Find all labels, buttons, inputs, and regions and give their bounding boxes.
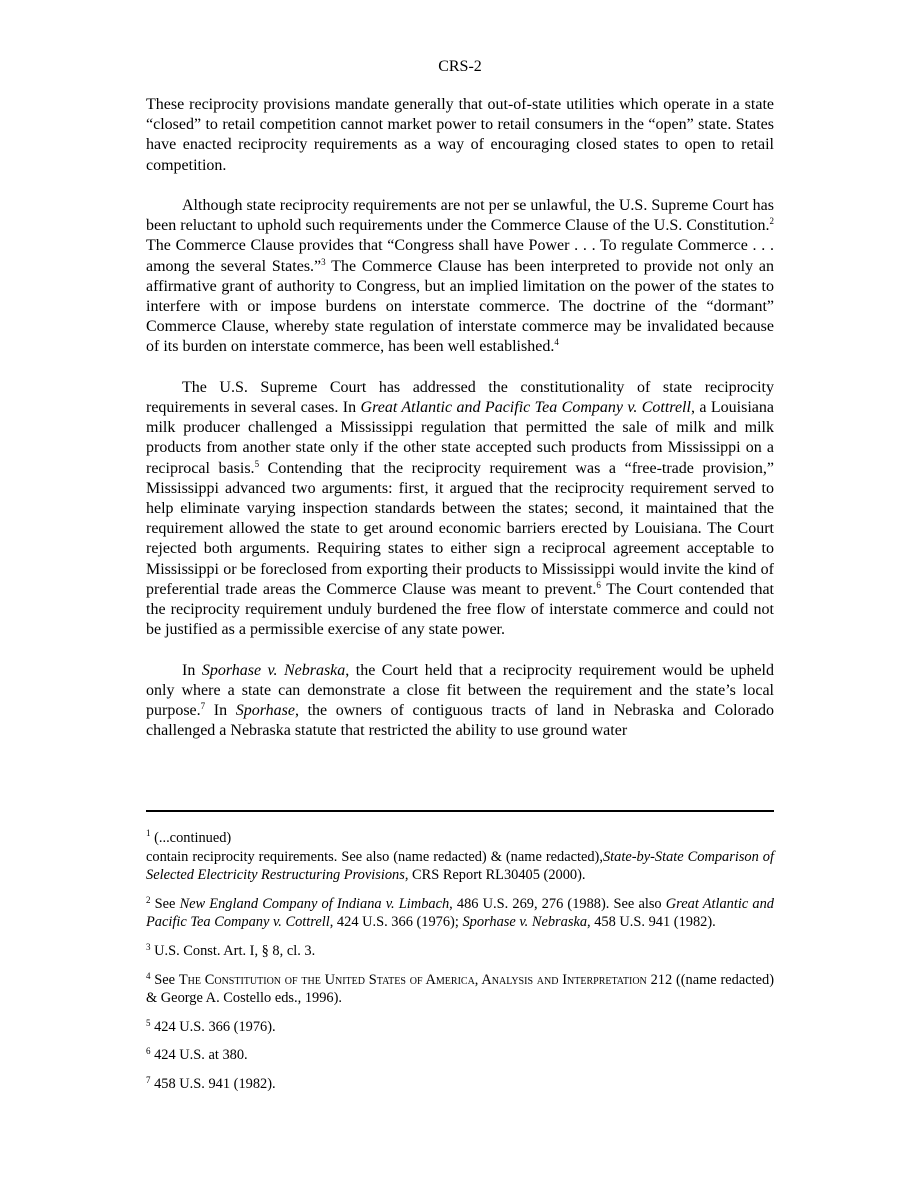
- text-run: The Constitution of the United States of America, Analysis and Interpretation: [178, 971, 647, 988]
- text-run: , the owners of contiguous tracts of land in Nebraska and Colorado challenged a Nebraska statute that restricted the ability to use ground water: [146, 702, 774, 740]
- footnote-ref: 7: [200, 701, 206, 712]
- text-run: (...continued): [150, 830, 232, 846]
- text-run: , 424 U.S. 366 (1976);: [329, 914, 463, 931]
- paragraph-4: [146, 661, 774, 742]
- text-run: 458 U.S. 941 (1982).: [150, 1075, 276, 1092]
- text-run: The Commerce Clause provides that “Congress shall have Power . . . To regulate Commerce . . . among the several States.”: [146, 237, 774, 275]
- italic-text: Great Atlantic and Pacific Tea Company v. Cottrell: [360, 399, 691, 417]
- text-run: 424 U.S. 366 (1976).: [150, 1018, 276, 1035]
- footnote-ref: 6: [146, 1046, 151, 1057]
- footnote-5: [146, 1018, 774, 1037]
- footnote-1-text: [146, 848, 774, 885]
- text-run: The U.S. Supreme Court has addressed the constitutionality of state reciprocity requirements in several cases. In: [146, 378, 774, 417]
- footnote-7: [146, 1075, 774, 1094]
- footnote-ref: 2: [769, 216, 774, 227]
- italic-text: Sporhase: [235, 702, 295, 720]
- footnote-ref: 3: [146, 941, 151, 952]
- text-run: In: [205, 702, 236, 720]
- body-text: [146, 95, 774, 762]
- text-run: , a Louisiana milk producer challenged a Mississippi regulation that permitted the sale of milk and milk products from another state only if the other state accepted such products from Mississippi on a reciprocal basis.: [146, 399, 774, 477]
- text-run: Contending that the reciprocity requirement was a “free-trade provision,” Mississippi advanced two arguments: first, it argued that the reciprocity requirement served to help eliminate varying inspection standards between the states; second, it maintained that the requirement allowed the state to get around economic barriers erected by Louisiana. The Court rejected both arguments. Requiring states to either sign a reciprocal agreement acceptable to Mississippi or be foreclosed from exporting their products to Mississippi would invite the kind of preferential trade areas the Commerce Clause was meant to prevent.: [146, 459, 775, 598]
- text-run: 212 ((name redacted) & George A. Costello eds., 1996).: [146, 971, 775, 1007]
- text-run: See: [150, 971, 179, 988]
- text-run: contain reciprocity requirements. See also (name redacted) & (name redacted),: [146, 848, 603, 865]
- footnote-separator: [146, 810, 774, 812]
- footnote-ref: 4: [146, 970, 151, 981]
- text-run: The Court contended that the reciprocity requirement unduly burdened the free flow of interstate commerce and could not be justified as a permissible exercise of any state power.: [146, 580, 774, 639]
- text-run: Although state reciprocity requirements are not per se unlawful, the U.S. Supreme Court has been reluctant to uphold such requirements under the Commerce Clause of the U.S. Constitution.: [146, 197, 774, 235]
- italic-text: State-by-State Comparison of Selected Electricity Restructuring Provisions: [146, 848, 774, 884]
- text-run: These reciprocity provisions mandate generally that out-of-state utilities which operate in a state “closed” to retail competition cannot market power to retail consumers in the “open” state. States have enacted reciprocity requirements as a way of encouraging closed states to open to retail competition.: [146, 96, 774, 174]
- italic-text: Sporhase v. Nebraska: [201, 661, 346, 679]
- footnotes: [146, 829, 774, 1104]
- text-run: , CRS Report RL30405 (2000).: [404, 867, 586, 884]
- footnote-ref: 1: [146, 828, 151, 838]
- paragraph-1: [146, 95, 774, 176]
- text-run: U.S. Const. Art. I, § 8, cl. 3.: [150, 942, 316, 959]
- footnote-3: [146, 942, 774, 961]
- footnote-ref: 5: [254, 458, 260, 469]
- italic-text: Sporhase v. Nebraska: [462, 914, 588, 931]
- footnote-ref: 7: [146, 1074, 151, 1085]
- text-run: In: [182, 661, 202, 679]
- footnote-1-continued-marker: [146, 829, 774, 848]
- footnote-ref: 5: [146, 1017, 151, 1028]
- text-run: See: [150, 895, 180, 912]
- page-header: CRS-2: [438, 58, 482, 75]
- paragraph-2: [146, 196, 774, 358]
- text-run: , 458 U.S. 941 (1982).: [587, 914, 716, 931]
- footnote-ref: 2: [146, 894, 151, 905]
- text-run: 424 U.S. at 380.: [150, 1047, 248, 1064]
- text-run: , 486 U.S. 269, 276 (1988). See also: [449, 895, 666, 912]
- text-run: , the Court held that a reciprocity requirement would be upheld only where a state can demonstrate a close fit between the requirement and the state’s local purpose.: [146, 661, 775, 720]
- footnote-2: [146, 895, 774, 932]
- footnote-ref: 4: [554, 337, 559, 348]
- footnote-ref: 6: [596, 579, 601, 590]
- italic-text: Great Atlantic and Pacific Tea Company v. Cottrell: [146, 895, 774, 931]
- paragraph-3: [146, 378, 774, 641]
- footnote-4: [146, 971, 774, 1008]
- text-run: The Commerce Clause has been interpreted to provide not only an affirmative grant of authority to Congress, but an implied limitation on the power of the states to interfere with or impose burdens on interstate commerce. The doctrine of the “dormant” Commerce Clause, whereby state regulation of interstate commerce may be invalidated because of its burden on interstate commerce, has been well established.: [146, 257, 775, 356]
- footnote-6: [146, 1046, 774, 1065]
- footnote-1-continued: [146, 829, 774, 885]
- italic-text: New England Company of Indiana v. Limbach: [179, 895, 450, 912]
- footnote-ref: 3: [321, 256, 326, 267]
